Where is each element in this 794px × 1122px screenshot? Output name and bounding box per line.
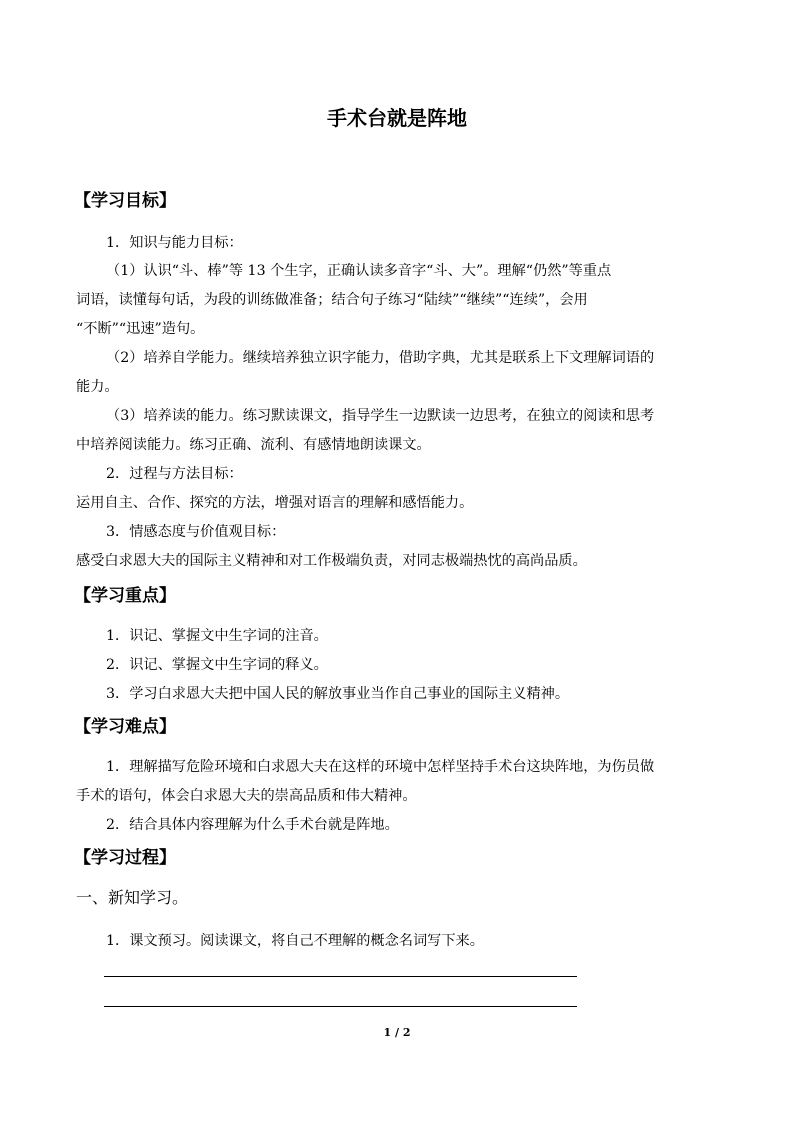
objectives-line: （2）培养自学能力。继续培养独立识字能力，借助字典，尤其是联系上下文理解词语的 — [106, 350, 655, 366]
difficulties-heading: 【学习难点】 — [74, 717, 176, 737]
objectives-line: 3．情感态度与价值观目标： — [106, 524, 286, 540]
process-heading: 【学习过程】 — [74, 848, 176, 868]
difficulties-line: 1．理解描写危险环境和白求恩大夫在这样的环境中怎样坚持手术台这块阵地，为伤员做 — [106, 759, 655, 775]
objectives-line: （1）认识“斗、棒”等 13 个生字，正确认读多音字“斗、大”。理解“仍然”等重点 — [106, 263, 612, 279]
document-title: 手术台就是阵地 — [327, 106, 467, 130]
answer-blank-line — [104, 976, 577, 977]
objectives-line: 中培养阅读能力。练习正确、流利、有感情地朗读课文。 — [76, 437, 431, 453]
objectives-line: 能力。 — [76, 379, 119, 395]
key-points-heading: 【学习重点】 — [74, 586, 176, 606]
objectives-line: （3）培养读的能力。练习默读课文，指导学生一边默读一边思考，在独立的阅读和思考 — [106, 408, 655, 424]
key-points-line: 3．学习白求恩大夫把中国人民的解放事业当作自己事业的国际主义精神。 — [106, 686, 570, 702]
objectives-line: 感受白求恩大夫的国际主义精神和对工作极端负责，对同志极端热忱的高尚品质。 — [76, 553, 587, 569]
process-subheading: 一、新知学习。 — [76, 888, 189, 907]
process-task: 1．课文预习。阅读课文，将自己不理解的概念名词写下来。 — [106, 933, 484, 949]
difficulties-line: 手术的语句，体会白求恩大夫的崇高品质和伟大精神。 — [76, 788, 417, 804]
objectives-line: “不断”“迅速”造句。 — [76, 321, 205, 337]
key-points-line: 2．识记、掌握文中生字词的释义。 — [106, 657, 328, 673]
page-number: 1 / 2 — [383, 1026, 411, 1039]
objectives-line: 运用自主、合作、探究的方法，增强对语言的理解和感悟能力。 — [76, 495, 474, 511]
objectives-line: 2．过程与方法目标： — [106, 466, 243, 482]
difficulties-line: 2．结合具体内容理解为什么手术台就是阵地。 — [106, 817, 399, 833]
key-points-line: 1．识记、掌握文中生字词的注音。 — [106, 628, 328, 644]
answer-blank-line — [104, 1006, 577, 1007]
objectives-heading: 【学习目标】 — [74, 191, 176, 211]
objectives-line: 1．知识与能力目标： — [106, 235, 243, 251]
objectives-line: 词语，读懂每句话，为段的训练做准备；结合句子练习“陆续”“继续”“连续”，会用 — [76, 292, 588, 308]
